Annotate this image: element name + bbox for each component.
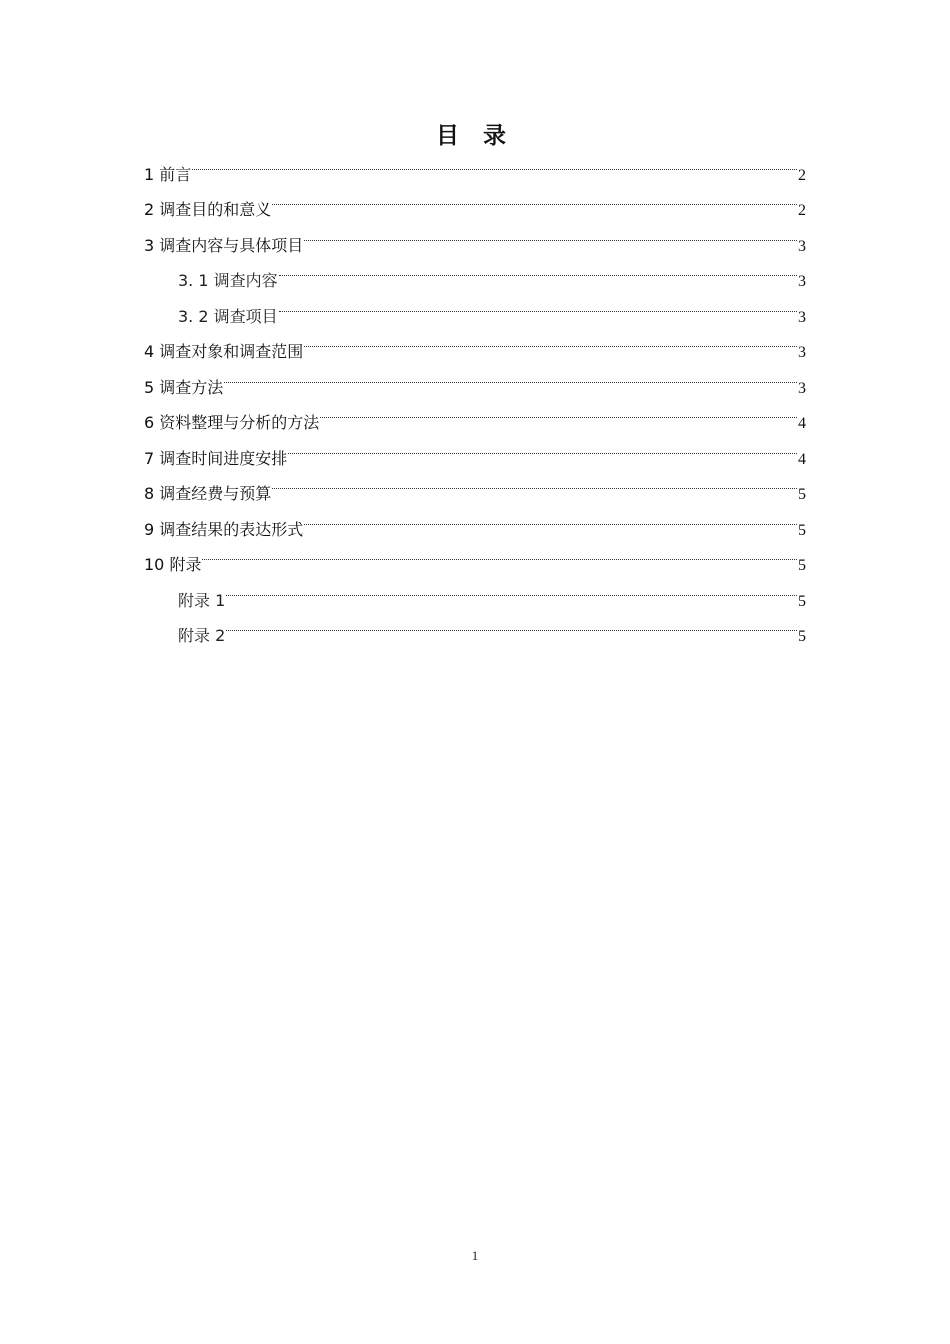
toc-subentry[interactable] (144, 286, 806, 326)
toc-dot-leader (271, 180, 798, 216)
toc-entry[interactable] (144, 393, 806, 432)
toc-dot-leader (223, 357, 798, 393)
toc-dot-leader (278, 251, 798, 287)
toc-entry-label: 3. 2 调查项目 (178, 306, 278, 326)
table-of-contents (144, 144, 806, 645)
toc-entry-label: 3 调查内容与具体项目 (144, 235, 304, 255)
page-number: 1 (471, 1248, 479, 1263)
toc-entry-page: 5 (798, 486, 806, 503)
toc-dot-leader (287, 428, 798, 464)
toc-entry-page: 4 (798, 415, 806, 432)
toc-dot-leader (319, 393, 798, 429)
toc-entry[interactable] (144, 215, 806, 255)
toc-dot-leader (191, 144, 798, 180)
toc-entry[interactable] (144, 464, 806, 503)
toc-dot-leader (303, 499, 798, 535)
toc-subentry[interactable] (144, 570, 806, 610)
toc-entry-label: 4 调查对象和调查范围 (144, 342, 304, 361)
toc-entry[interactable] (144, 180, 806, 219)
toc-entry-page: 2 (798, 202, 806, 219)
toc-entry-label: 1 前言 (144, 164, 192, 184)
toc-entry-label: 9 调查结果的表达形式 (144, 519, 304, 539)
page-title: 目 录 (435, 123, 514, 149)
toc-entry-page: 4 (798, 450, 806, 468)
toc-dot-leader (303, 215, 798, 251)
toc-entry-label: 10 附录 (144, 555, 202, 574)
toc-entry-page: 5 (798, 557, 806, 574)
toc-dot-leader (225, 570, 798, 606)
toc-entry-label: 6 资料整理与分析的方法 (144, 413, 320, 432)
toc-dot-leader (201, 535, 798, 571)
toc-entry[interactable] (144, 428, 806, 468)
toc-entry-page: 5 (798, 521, 806, 539)
toc-dot-leader (225, 606, 798, 642)
toc-dot-leader (278, 286, 798, 322)
toc-entry[interactable] (144, 499, 806, 539)
toc-entry-page: 3 (798, 379, 806, 397)
toc-entry-page: 5 (798, 592, 806, 610)
toc-dot-leader (271, 464, 798, 500)
toc-entry-label: 8 调查经费与预算 (144, 484, 272, 503)
toc-entry[interactable] (144, 535, 806, 574)
toc-entry-label: 附录 2 (178, 626, 226, 645)
toc-subentry[interactable] (144, 251, 806, 290)
toc-subentry[interactable] (144, 606, 806, 645)
toc-entry-page: 3 (798, 344, 806, 361)
toc-entry-label: 附录 1 (178, 590, 226, 610)
toc-entry-page: 3 (798, 237, 806, 255)
toc-entry-label: 5 调查方法 (144, 377, 224, 397)
toc-entry-page: 3 (798, 273, 806, 290)
toc-entry-page: 3 (798, 308, 806, 326)
toc-entry-label: 3. 1 调查内容 (178, 271, 278, 290)
toc-entry[interactable] (144, 144, 806, 184)
toc-entry[interactable] (144, 322, 806, 361)
toc-dot-leader (303, 322, 798, 358)
toc-entry-label: 7 调查时间进度安排 (144, 448, 288, 468)
toc-entry-label: 2 调查目的和意义 (144, 200, 272, 219)
toc-entry-page: 5 (798, 628, 806, 645)
toc-entry[interactable] (144, 357, 806, 397)
toc-entry-page: 2 (798, 166, 806, 184)
